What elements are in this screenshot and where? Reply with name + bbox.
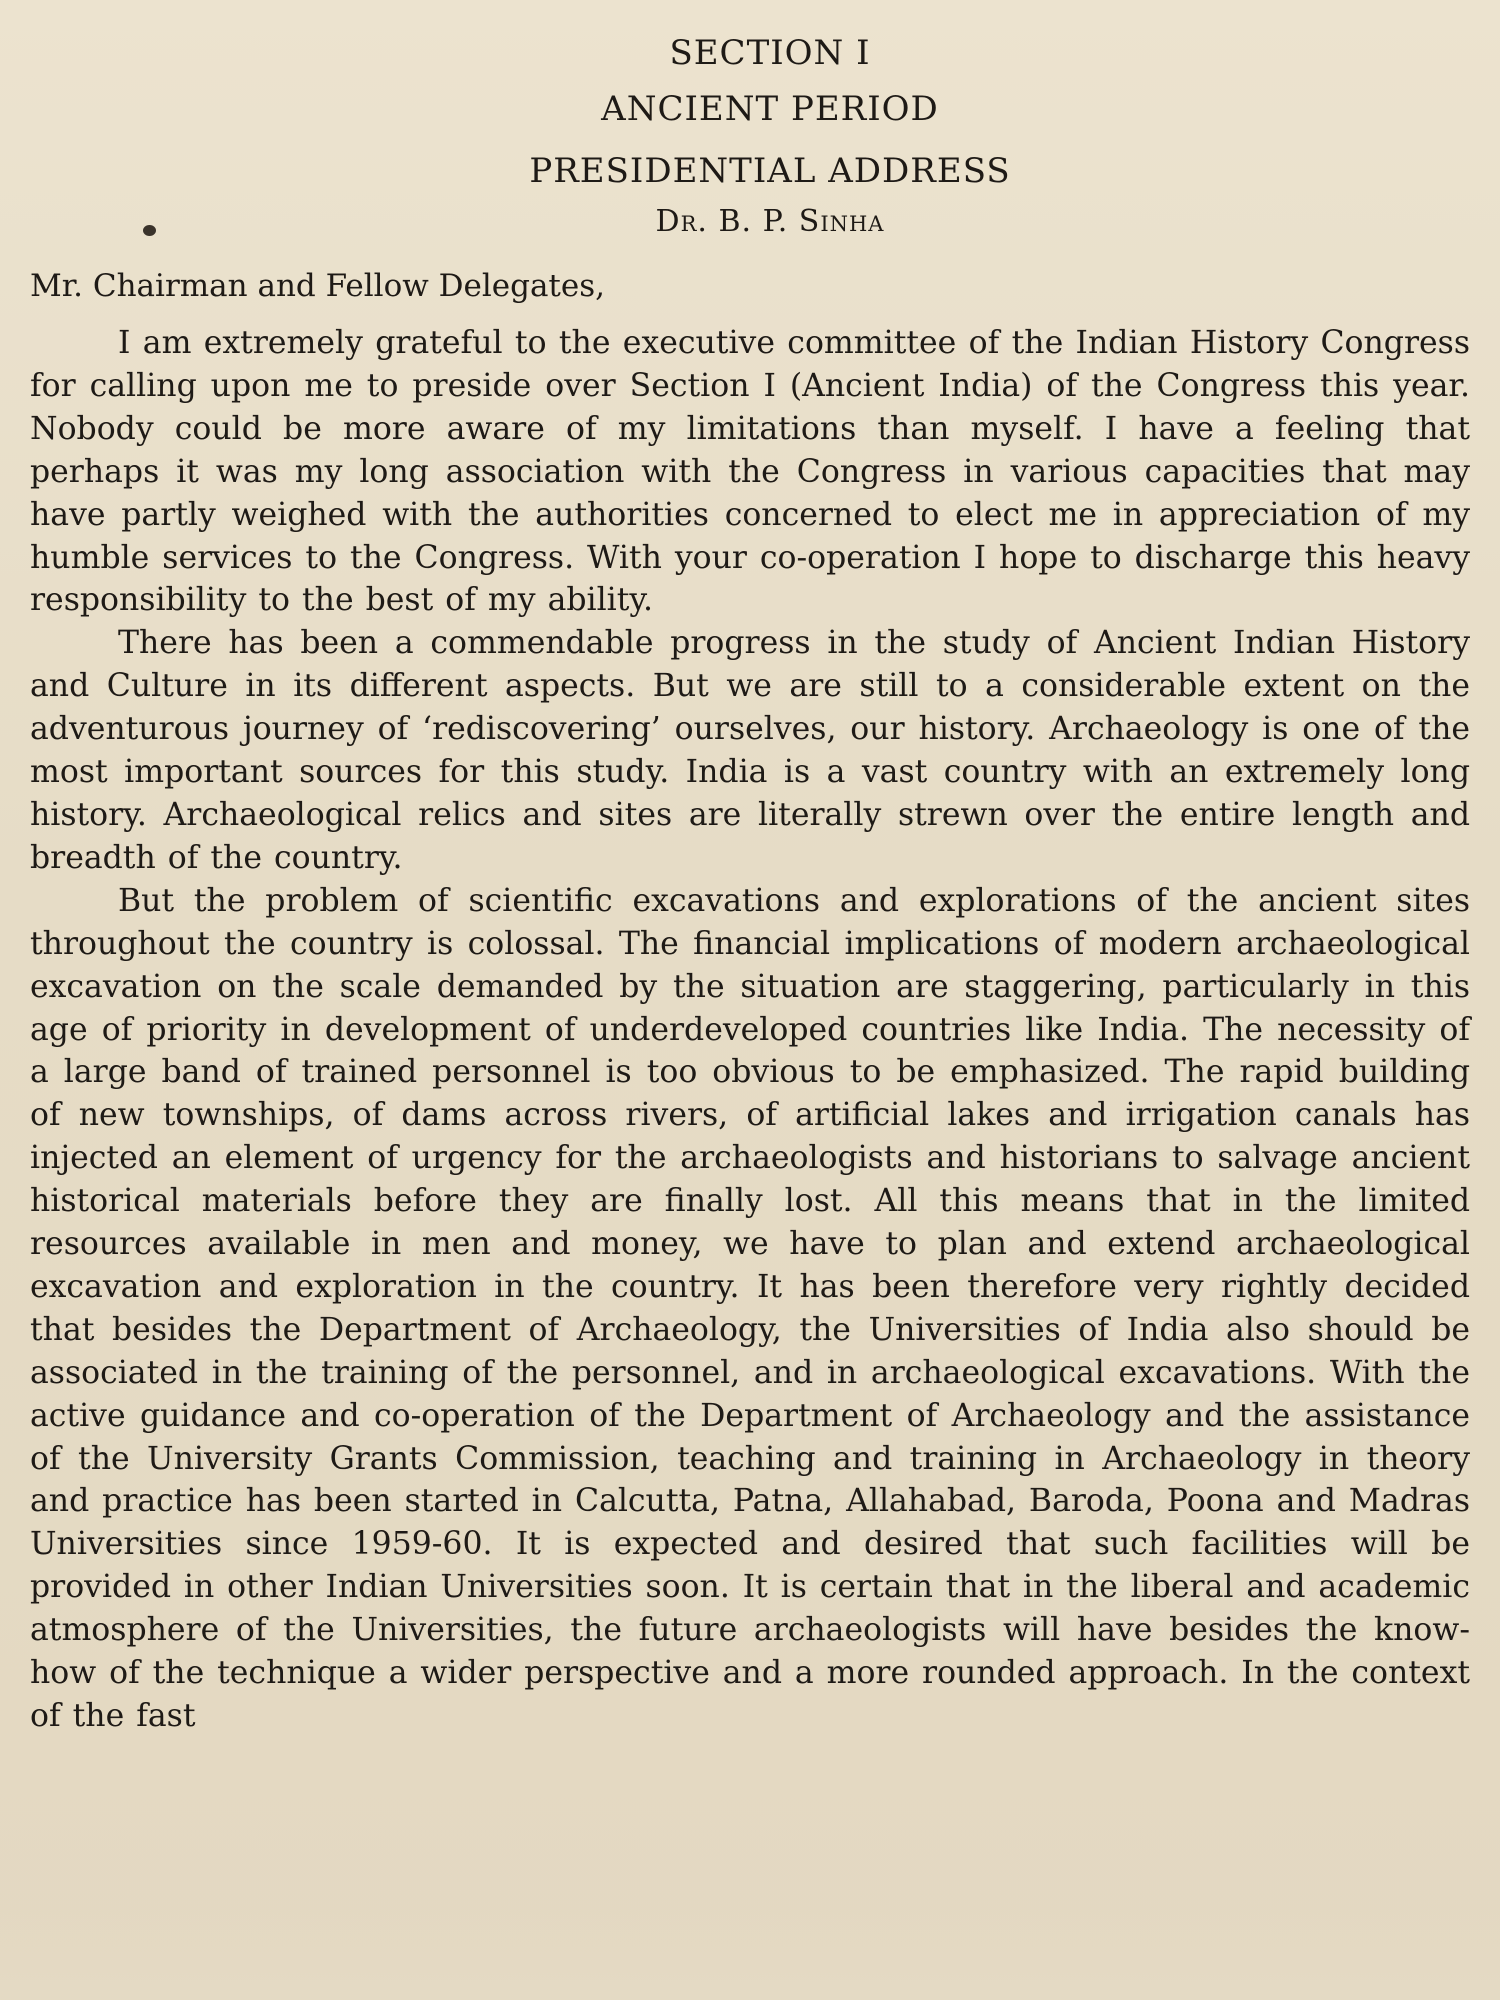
paragraph-3: But the problem of scientific excavations and explorations of the ancient sites throughout the country is colossal. The financial implications of modern archaeological excavation on the scale demanded by the situation are staggering, particularly in this age of priority in development of underdeveloped countries like India. The necessity of a large band of trained personnel is too obvious to be emphasized. The rapid building of new townships, of dams across rivers, of artificial lakes and irrigation canals has injected an element of urgency for the archaeologists and historians to salvage ancient historical materials before they are finally lost. All this means that in the limited resources available in men and money, we have to plan and extend archaeological excavation and exploration in the country. It has been therefore very rightly decided that besides the Department of Archaeology, the Universities of India also should be associated in the training of the personnel, and in archaeological excavations. With the active guidance and co-operation of the Department of Archaeology and the assistance of the University Grants Commission, teaching and training in Archaeology in theory and practice has been started in Calcutta, Patna, Allahabad, Baroda, Poona and Madras Universities since 1959-60. It is expected and desired that such facilities will be provided in other Indian Universities soon. It is certain that in the liberal and academic atmosphere of the Universities, the future archaeologists will have besides the know-how of the technique a wider perspective and a more rounded approach. In the context of the fast [30, 882, 1470, 1734]
address-title: PRESIDENTIAL ADDRESS [529, 151, 1011, 191]
section-title: SECTION I [669, 33, 871, 73]
period-title: ANCIENT PERIOD [601, 89, 939, 129]
paragraph-1: I am extremely grateful to the executive committee of the Indian History Congress for calling upon me to preside over Section I (Ancient India) of the Congress this year. Nobody could be more aware of my limitations than myself. I have a feeling that perhaps it was my long association with the Congress in various capacities that may have partly weighed with the authorities concerned to elect me in appreciation of my humble services to the Congress. With your co-operation I hope to discharge this heavy responsibility to the best of my ability. [30, 325, 1470, 619]
salutation: Mr. Chairman and Fellow Delegates, [30, 268, 605, 304]
page-edge-shading [0, 1910, 1500, 2000]
ink-spot [143, 225, 156, 236]
paragraph-2: There has been a commendable progress in the study of Ancient Indian History and Culture in its different aspects. But we are still to a considerable extent on the adventurous journey of ‘rediscovering’ ourselves, our history. Archaeology is one of the most important sources for this study. India is a vast country with an extremely long history. Archaeological relics and sites are literally strewn over the entire length and breadth of the country. [30, 625, 1470, 876]
author-name: Dr. B. P. Sinha [655, 204, 885, 239]
